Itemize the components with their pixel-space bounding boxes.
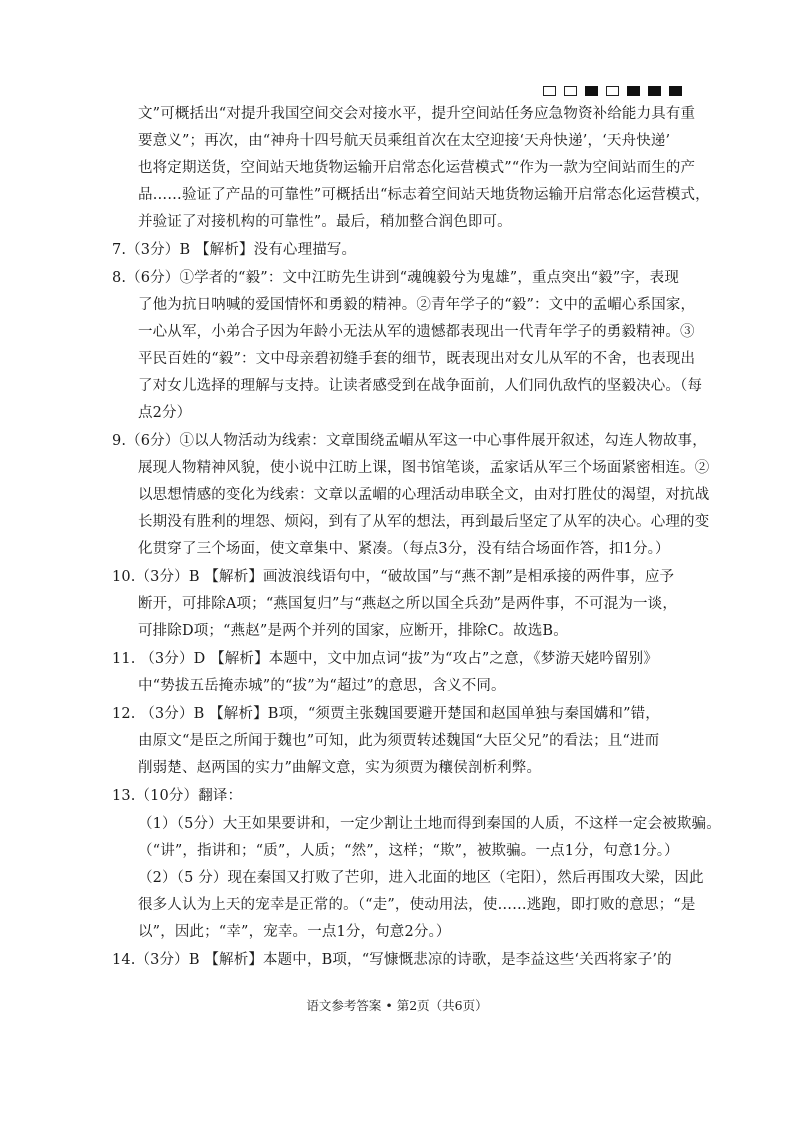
header-mark-filled bbox=[627, 86, 640, 96]
text-line: 很多人认为上天的宠幸是正常的。（“走”，使动用法，使……逃跑，即打败的意思；“是 bbox=[138, 897, 696, 913]
text-line: 平民百姓的“毅”：文中母亲碧初缝手套的细节，既表现出对女儿从军的不舍，也表现出 bbox=[138, 351, 696, 367]
text-line: （“讲”，指讲和；“质”，人质；“然”，这样；“欺”，被欺骗。一点1分，句意1分。） bbox=[138, 843, 679, 859]
header-mark-empty bbox=[564, 86, 577, 96]
text-line: 也将定期送货，空间站天地货物运输开启常态化运营模式”“作为一款为空间站而生的产 bbox=[138, 160, 696, 176]
text-line: 了他为抗日呐喊的爱国情怀和勇毅的精神。②青年学子的“毅”：文中的孟嵋心系国家， bbox=[138, 297, 696, 313]
header-mark-empty bbox=[543, 86, 556, 96]
text-line: 化贯穿了三个场面，使文章集中、紧凑。（每点3分，没有结合场面作答，扣1分。） bbox=[138, 541, 670, 557]
text-line: 由原文“是臣之所闻于魏也”可知，此为须贾转述魏国“大臣父兄”的看法；且“进而 bbox=[138, 733, 660, 749]
page-header-marks bbox=[543, 86, 682, 96]
text-line: 9.（6分）①以人物活动为线索：文章围绕孟嵋从军这一中心事件展开叙述，勾连人物故事， bbox=[112, 433, 707, 449]
text-line: 中“势拔五岳掩赤城”的“拔”为“超过”的意思，含义不同。 bbox=[138, 678, 506, 694]
text-line: 并验证了对接机构的可靠性”。最后，稍加整合润色即可。 bbox=[138, 214, 512, 230]
text-line: 以”，因此；“幸”，宠幸。一点1分，句意2分。） bbox=[138, 924, 451, 940]
text-line: 削弱楚、赵两国的实力”曲解文意，实为须贾为穰侯剖析利弊。 bbox=[138, 760, 542, 776]
text-line: （2）（5 分）现在秦国又打败了芒卯，进入北面的地区（宅阳），然后再围攻大梁，因此 bbox=[138, 870, 704, 886]
header-mark-filled bbox=[585, 86, 598, 96]
page-footer: 语文参考答案 • 第2页（共6页） bbox=[306, 998, 488, 1013]
text-line: 要意义”；再次，由“神舟十四号航天员乘组首次在太空迎接‘天舟快递’，‘天舟快递’ bbox=[138, 133, 671, 149]
header-mark-filled bbox=[669, 86, 682, 96]
text-line: 12. （3分）B 【解析】B项，“须贾主张魏国要避开楚国和赵国单独与秦国媾和”错， bbox=[112, 706, 660, 722]
text-line: 以思想情感的变化为线索：文章以孟嵋的心理活动串联全文，由对打胜仗的渴望，对抗战 bbox=[138, 487, 710, 503]
header-mark-empty bbox=[606, 86, 619, 96]
text-line: 了对女儿选择的理解与支持。让读者感受到在战争面前，人们同仇敌忾的坚毅决心。（每 bbox=[138, 378, 703, 394]
text-line: 8.（6分）①学者的“毅”：文中江昉先生讲到“魂魄毅兮为鬼雄”，重点突出“毅”字，表现 bbox=[112, 270, 679, 286]
text-line: 10.（3分）B 【解析】画波浪线语句中，“破故国”与“燕不割”是相承接的两件事，应予 bbox=[112, 569, 675, 585]
text-line: 11. （3分）D 【解析】本题中，文中加点词“拔”为“攻占”之意，《梦游天姥吟留别》 bbox=[112, 651, 658, 667]
text-line: 断开，可排除A项；“燕国复归”与“燕赵之所以国全兵劲”是两件事，不可混为一谈， bbox=[138, 596, 677, 612]
text-line: 展现人物精神风貌，使小说中江昉上课，图书馆笔谈，孟家话从军三个场面紧密相连。② bbox=[138, 460, 710, 476]
text-line: 14.（3分）B 【解析】本题中，B项，“写慷慨悲凉的诗歌，是李益这些‘关西将家子’的 bbox=[112, 952, 672, 968]
text-line: 13.（10分）翻译： bbox=[112, 788, 243, 804]
text-line: 一心从军，小弟合子因为年龄小无法从军的遗憾都表现出一代青年学子的勇毅精神。③ bbox=[138, 324, 695, 340]
text-line: 7.（3分）B 【解析】没有心理描写。 bbox=[112, 242, 357, 258]
text-line: （1）（5分）大王如果要讲和，一定少割让土地而得到秦国的人质，不这样一定会被欺骗。 bbox=[138, 816, 721, 832]
text-line: 长期没有胜利的埋怨、烦闷，到有了从军的想法，再到最后坚定了从军的决心。心理的变 bbox=[138, 514, 710, 530]
text-line: 文”可概括出“对提升我国空间交会对接水平，提升空间站任务应急物资补给能力具有重 bbox=[138, 106, 696, 122]
text-line: 可排除D项；“燕赵”是两个并列的国家，应断开，排除C。故选B。 bbox=[138, 623, 568, 639]
text-line: 品……验证了产品的可靠性”可概括出“标志着空间站天地货物运输开启常态化运营模式， bbox=[138, 187, 710, 203]
header-mark-filled bbox=[648, 86, 661, 96]
text-line: 点2分） bbox=[138, 405, 192, 421]
